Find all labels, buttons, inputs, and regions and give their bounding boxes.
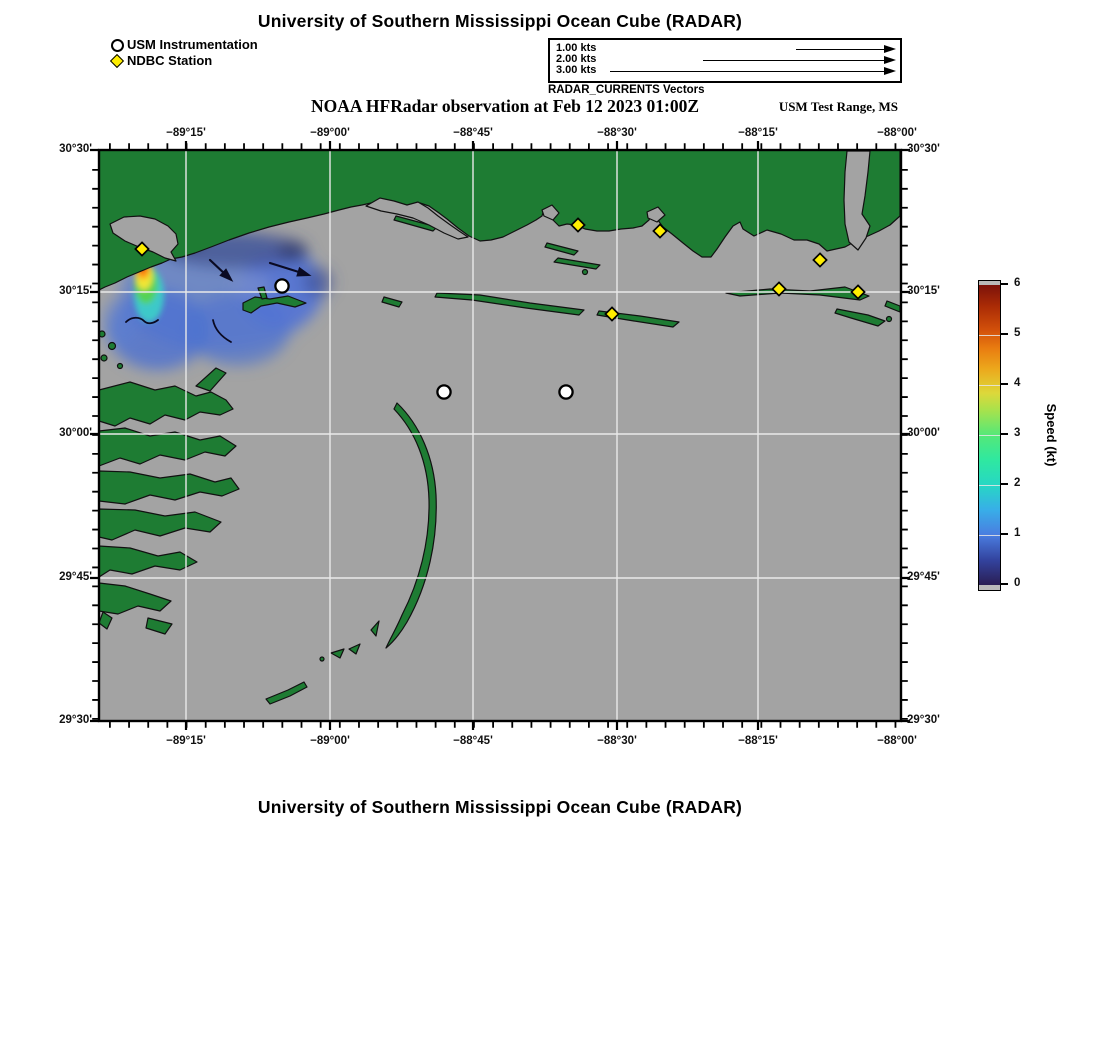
x-tick-label-bottom: −89°15' <box>166 735 206 747</box>
colorbar-gridline <box>979 385 1000 386</box>
x-tick-label-bottom: −89°00' <box>310 735 350 747</box>
usm-instrument-marker <box>437 385 450 398</box>
vector-arrow-1kt <box>796 49 885 50</box>
colorbar-gridline <box>979 535 1000 536</box>
x-tick-label-top: −88°15' <box>738 127 778 139</box>
colorbar-tick <box>1001 433 1008 435</box>
x-tick-label-top: −88°45' <box>453 127 493 139</box>
colorbar-tick <box>1001 483 1008 485</box>
colorbar-tick-label: 3 <box>1014 427 1021 439</box>
vector-scale-1kt-label: 1.00 kts <box>556 42 597 54</box>
x-tick-label-bottom: −88°00' <box>877 735 917 747</box>
speed-blob <box>278 241 308 263</box>
colorbar-tick-label: 1 <box>1014 527 1021 539</box>
colorbar-tick <box>1001 333 1008 335</box>
page-title: University of Southern Mississippi Ocean Cube (RADAR) <box>257 11 743 31</box>
x-tick-label-top: −89°00' <box>310 127 350 139</box>
colorbar-tick-label: 4 <box>1014 377 1021 389</box>
usm-instrument-legend-label: USM Instrumentation <box>127 37 258 52</box>
y-tick-label-right: 30°00' <box>907 427 940 439</box>
x-tick-label-bottom: −88°45' <box>453 735 493 747</box>
x-tick-label-bottom: −88°30' <box>597 735 637 747</box>
colorbar-tick <box>1001 533 1008 535</box>
colorbar <box>978 280 1001 591</box>
x-tick-label-top: −89°15' <box>166 127 206 139</box>
arrowhead-icon <box>884 67 896 75</box>
marsh-islet <box>101 355 107 361</box>
marsh-islet <box>109 343 116 350</box>
colorbar-tick-label: 6 <box>1014 277 1021 289</box>
y-tick-label-left: 30°00' <box>59 427 92 439</box>
vector-arrow-3kt <box>610 71 885 72</box>
usm-instrument-marker <box>559 385 572 398</box>
colorbar-tick-label: 5 <box>1014 327 1021 339</box>
usm-instrument-marker <box>275 279 288 292</box>
x-tick-label-top: −88°00' <box>877 127 917 139</box>
observation-subtitle: NOAA HFRadar observation at Feb 12 2023 01:00Z <box>310 96 700 116</box>
colorbar-tick <box>1001 383 1008 385</box>
colorbar-gridline <box>979 435 1000 436</box>
usm-instrument-legend-icon <box>111 39 124 52</box>
y-tick-label-left: 30°30' <box>59 143 92 155</box>
colorbar-gridline <box>979 335 1000 336</box>
y-tick-label-right: 29°30' <box>907 714 940 726</box>
colorbar-title: Speed (kt) <box>1044 403 1059 467</box>
footer-title: University of Southern Mississippi Ocean Cube (RADAR) <box>257 797 743 817</box>
marsh-islet <box>118 364 123 369</box>
vector-arrow-2kt <box>703 60 885 61</box>
islet <box>583 270 588 275</box>
colorbar-tick <box>1001 283 1008 285</box>
colorbar-gridline <box>979 485 1000 486</box>
x-tick-label-bottom: −88°15' <box>738 735 778 747</box>
y-tick-label-left: 30°15' <box>59 285 92 297</box>
colorbar-tick-label: 2 <box>1014 477 1021 489</box>
vector-scale-3kt-label: 3.00 kts <box>556 64 597 76</box>
y-tick-label-left: 29°30' <box>59 714 92 726</box>
y-tick-label-right: 30°15' <box>907 285 940 297</box>
ndbc-station-legend-icon <box>110 53 124 67</box>
range-label: USM Test Range, MS <box>778 99 898 114</box>
colorbar-tick-label: 0 <box>1014 577 1021 589</box>
islet <box>320 657 324 661</box>
y-tick-label-right: 29°45' <box>907 571 940 583</box>
colorbar-tick <box>1001 583 1008 585</box>
ndbc-station-legend-label: NDBC Station <box>127 52 213 68</box>
x-tick-label-top: −88°30' <box>597 127 637 139</box>
vectors-caption: RADAR_CURRENTS Vectors <box>548 84 705 96</box>
vector-scale-box <box>548 38 902 83</box>
bottom-major-ticks <box>186 721 758 730</box>
map-canvas <box>85 136 915 735</box>
islet <box>887 317 892 322</box>
top-major-ticks <box>186 141 758 150</box>
arrowhead-icon <box>884 45 896 53</box>
vector-scale-2kt-label: 2.00 kts <box>556 53 597 65</box>
y-tick-label-right: 30°30' <box>907 143 940 155</box>
speed-blob <box>102 296 138 348</box>
y-tick-label-left: 29°45' <box>59 571 92 583</box>
arrowhead-icon <box>884 56 896 64</box>
